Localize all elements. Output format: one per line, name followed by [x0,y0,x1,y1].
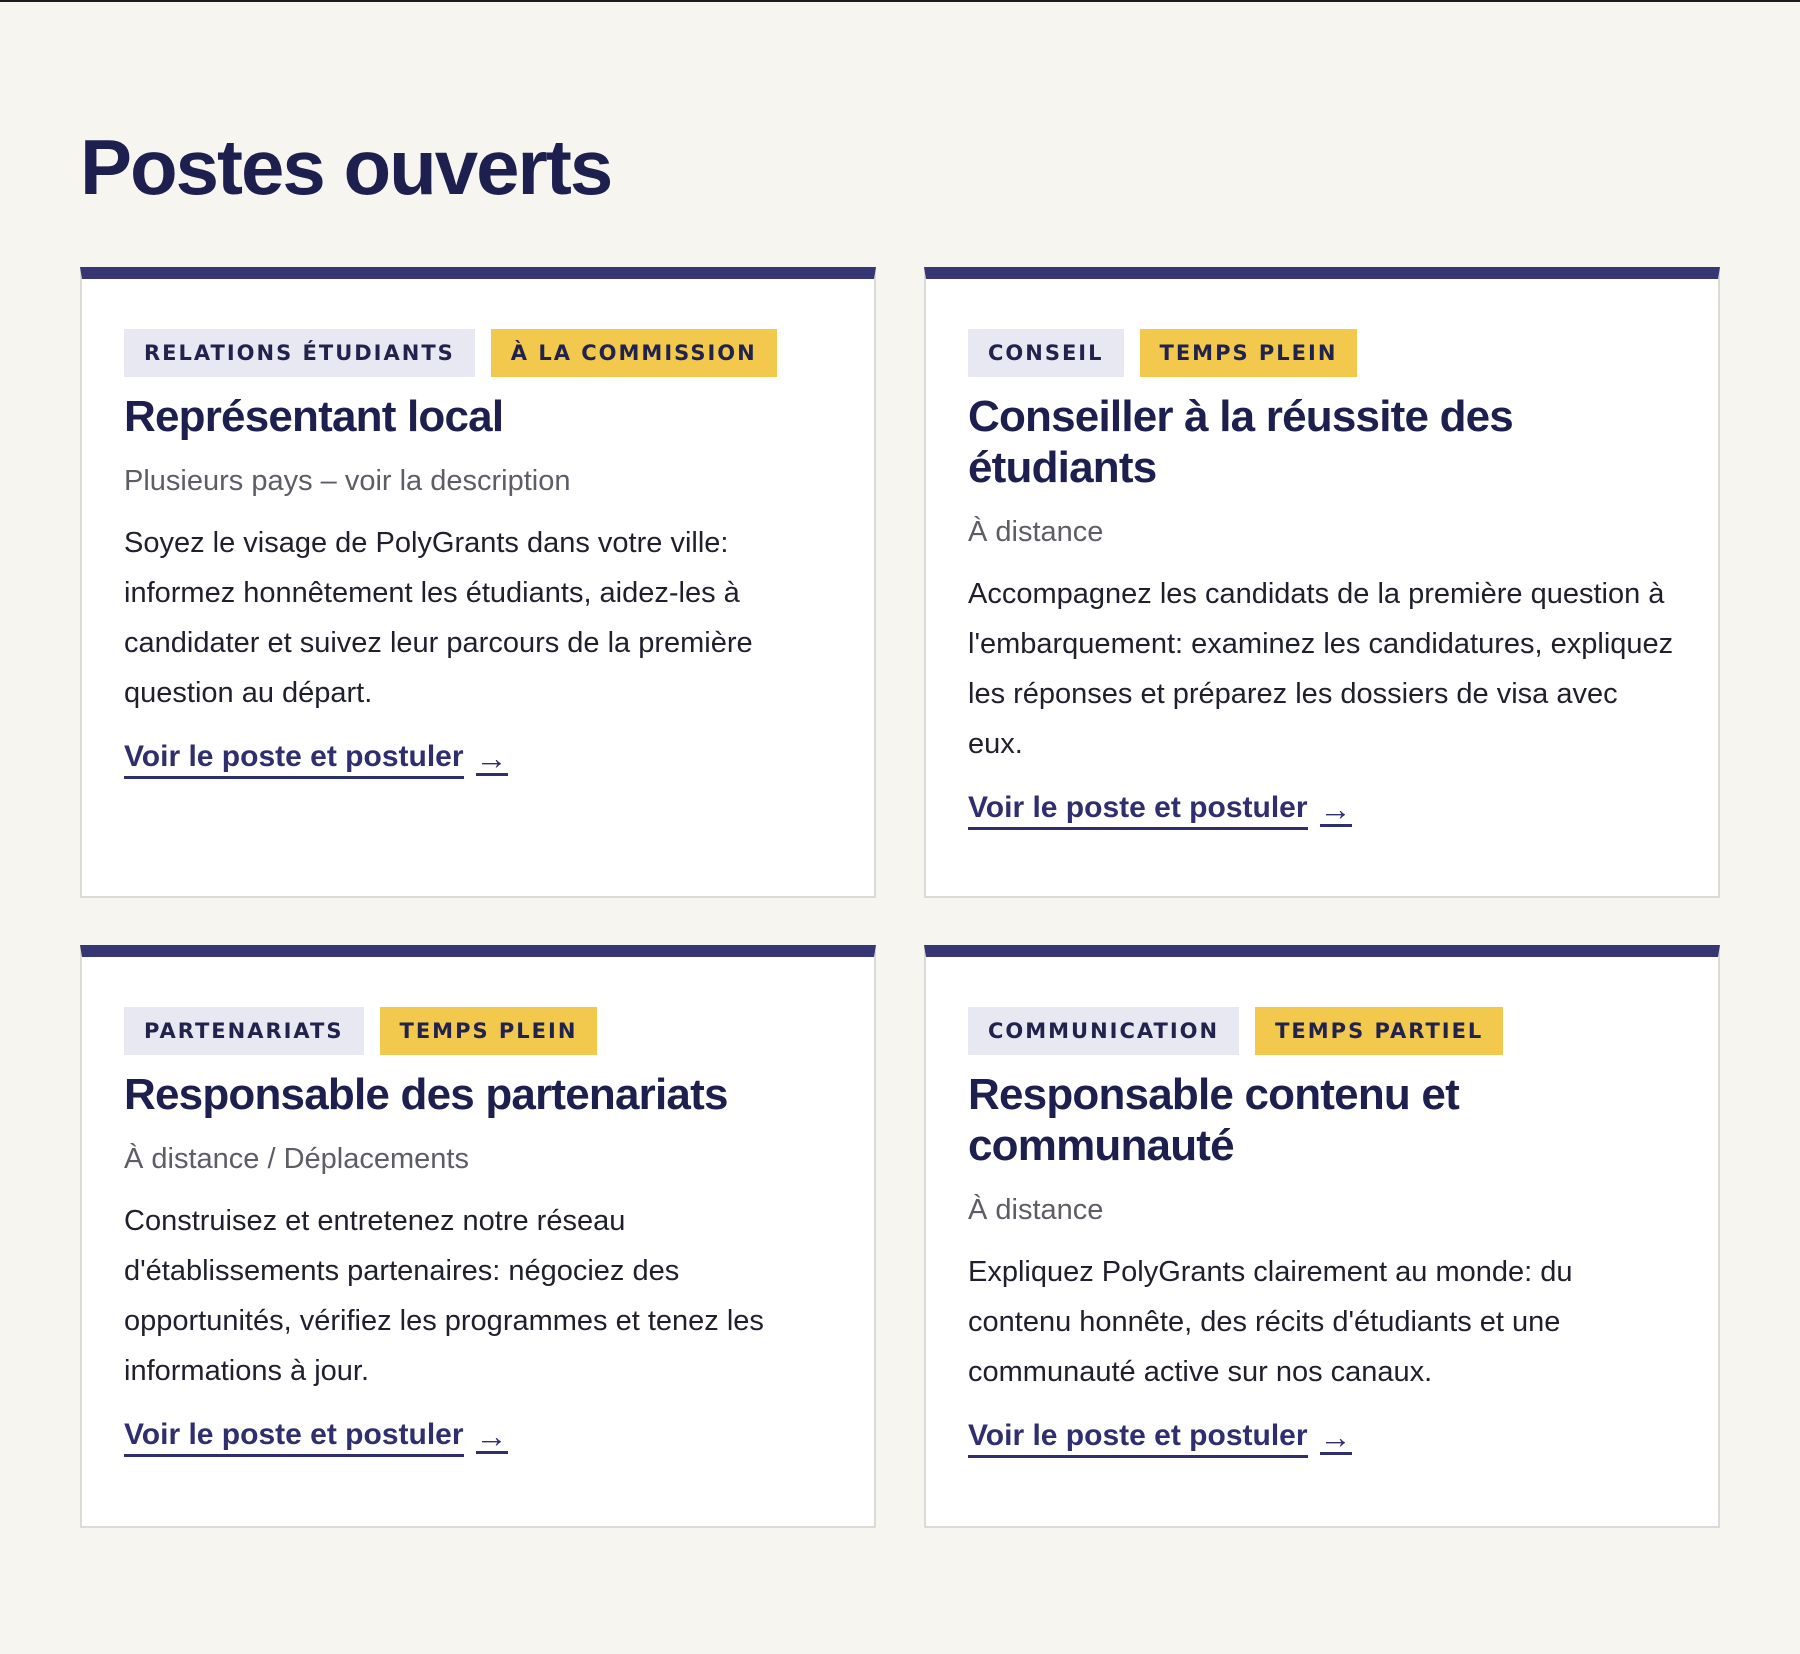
apply-link[interactable] [968,1419,1352,1458]
employment-type-tag: À LA COMMISSION [491,329,777,377]
job-description: Soyez le visage de PolyGrants dans votre ville: informez honnêtement les étudiants, aidez-les à candidater et suivez leur parcours de la première question au départ. [124,527,753,709]
job-description: Accompagnez les candidats de la première question à l'embarquement: examinez les candidatures, expliquez les réponses et préparez les dossiers de visa avec eux. [968,578,1674,760]
job-title: Responsable contenu et communauté [968,1070,1459,1170]
category-tag: COMMUNICATION [968,1007,1239,1055]
employment-type-tag: TEMPS PLEIN [1140,329,1358,377]
apply-link-label[interactable]: Voir le poste et postuler [968,791,1308,830]
tag-group [968,1007,1678,1055]
job-card [80,945,876,1528]
tag-group [124,329,834,377]
job-location: À distance [968,1194,1104,1226]
job-card [80,267,876,898]
job-card [924,267,1720,898]
job-title: Responsable des partenariats [124,1070,728,1119]
category-tag: PARTENARIATS [124,1007,364,1055]
job-location: Plusieurs pays – voir la description [124,465,571,497]
arrow-right-icon[interactable]: → [1319,791,1352,827]
employment-type-tag: TEMPS PLEIN [380,1007,598,1055]
apply-link[interactable] [968,791,1352,830]
job-description: Expliquez PolyGrants clairement au monde: du contenu honnête, des récits d'étudiants et une communauté active sur nos canaux. [968,1256,1573,1388]
job-location: À distance [968,516,1104,548]
employment-type-tag: TEMPS PARTIEL [1255,1007,1503,1055]
apply-link-label[interactable]: Voir le poste et postuler [968,1419,1308,1458]
job-description: Construisez et entretenez notre réseau d'établissements partenaires: négociez des opportunités, vérifiez les programmes et tenez les informations à jour. [124,1205,764,1387]
apply-link[interactable] [124,1418,508,1457]
job-card [924,945,1720,1528]
arrow-right-icon[interactable]: → [475,740,508,776]
apply-link-label[interactable]: Voir le poste et postuler [124,740,464,779]
tag-group [124,1007,834,1055]
category-tag: RELATIONS ÉTUDIANTS [124,329,475,377]
job-location: À distance / Déplacements [124,1143,469,1175]
job-title: Représentant local [124,392,504,441]
apply-link[interactable] [124,740,508,779]
apply-link-label[interactable]: Voir le poste et postuler [124,1418,464,1457]
category-tag: CONSEIL [968,329,1124,377]
arrow-right-icon[interactable]: → [475,1418,508,1454]
job-title: Conseiller à la réussite des étudiants [968,392,1513,492]
page-title: Postes ouverts [80,123,612,211]
arrow-right-icon[interactable]: → [1319,1419,1352,1455]
tag-group [968,329,1678,377]
